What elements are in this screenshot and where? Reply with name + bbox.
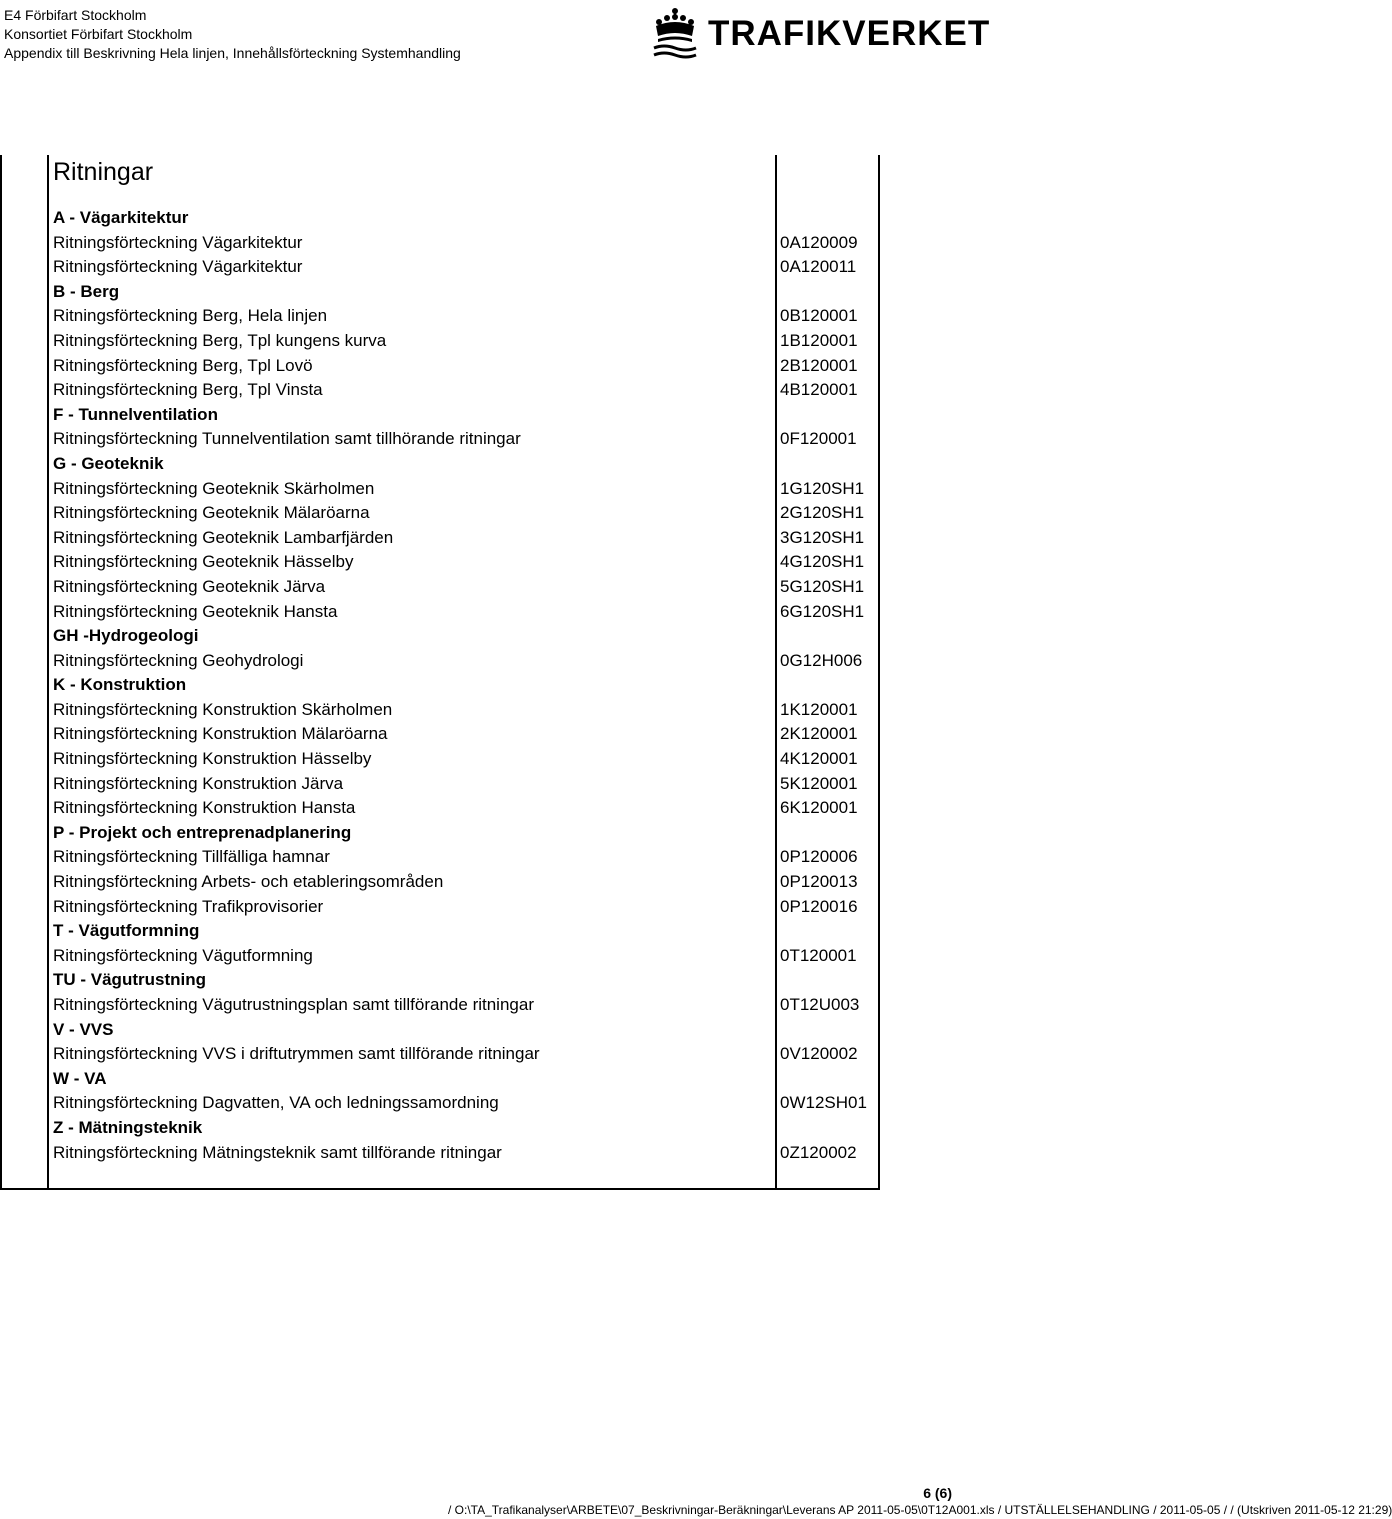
- drawing-code: 3G120SH1: [780, 527, 865, 547]
- drawing-code: 0P120006: [780, 847, 858, 867]
- drawing-code: 0G12H006: [780, 650, 863, 670]
- drawing-code: 0P120016: [780, 896, 858, 916]
- drawing-list-row: [0, 993, 960, 1018]
- drawing-description: Ritningsförteckning Geohydrologi: [53, 650, 304, 670]
- category-heading-row: [0, 452, 960, 477]
- category-heading-row: [0, 673, 960, 698]
- drawing-description: Ritningsförteckning Geoteknik Hansta: [53, 601, 338, 621]
- drawing-list-row: [0, 378, 960, 403]
- category-heading: B - Berg: [53, 281, 120, 301]
- category-heading-row: [0, 1067, 960, 1092]
- drawing-description: Ritningsförteckning Konstruktion Hässelby: [53, 749, 372, 769]
- category-heading-row: [0, 1018, 960, 1043]
- drawing-code: 0A120011: [780, 257, 857, 277]
- drawing-description: Ritningsförteckning Geoteknik Lambarfjärden: [53, 527, 394, 547]
- drawing-list-row: [0, 255, 960, 280]
- drawing-list-row: [0, 944, 960, 969]
- category-heading-row: [0, 1116, 960, 1141]
- drawing-code: 0T12U003: [780, 995, 860, 1014]
- drawing-list-row: [0, 698, 960, 723]
- category-heading: T - Vägutformning: [53, 921, 200, 941]
- drawing-description: Ritningsförteckning Tillfälliga hamnar: [53, 847, 330, 867]
- drawing-list-row: [0, 600, 960, 625]
- drawing-code: 0B120001: [780, 306, 858, 326]
- section-title: Ritningar: [53, 158, 154, 186]
- drawing-list-row: [0, 1042, 960, 1067]
- drawing-description: Ritningsförteckning Berg, Tpl Vinsta: [53, 380, 323, 400]
- category-heading: TU - Vägutrustning: [53, 970, 206, 990]
- drawing-list-row: [0, 550, 960, 575]
- drawing-description: Ritningsförteckning Konstruktion Skärholmen: [53, 699, 393, 719]
- category-heading-row: [0, 403, 960, 428]
- drawing-description: Ritningsförteckning Geoteknik Hässelby: [53, 552, 354, 572]
- category-heading-row: [0, 968, 960, 993]
- drawing-code: 5K120001: [780, 773, 858, 793]
- header-document-title: Appendix till Beskrivning Hela linjen, Innehållsförteckning Systemhandling: [4, 45, 461, 61]
- drawing-code: 2K120001: [780, 724, 858, 744]
- drawing-description: Ritningsförteckning Arbets- och etableringsområden: [53, 872, 444, 892]
- drawing-list-row: [0, 329, 960, 354]
- drawing-list-row: [0, 231, 960, 256]
- drawing-list-row: [0, 722, 960, 747]
- drawing-list-row: [0, 477, 960, 502]
- drawing-description: Ritningsförteckning Berg, Tpl Lovö: [53, 355, 313, 375]
- drawing-description: Ritningsförteckning Dagvatten, VA och ledningssamordning: [53, 1093, 499, 1113]
- drawing-description: Ritningsförteckning Vägutformning: [53, 945, 313, 965]
- category-heading-row: [0, 280, 960, 305]
- drawing-description: Ritningsförteckning Berg, Hela linjen: [53, 306, 328, 326]
- drawing-description: Ritningsförteckning VVS i driftutrymmen samt tillförande ritningar: [53, 1044, 540, 1064]
- drawing-list-row: [0, 1091, 960, 1116]
- drawing-code: 1B120001: [780, 330, 858, 350]
- drawing-list-row: [0, 1141, 960, 1166]
- drawing-code: 4G120SH1: [780, 552, 865, 572]
- category-heading: GH -Hydrogeologi: [53, 626, 199, 646]
- drawing-description: Ritningsförteckning Vägarkitektur: [53, 232, 303, 252]
- header-project: E4 Förbifart Stockholm: [4, 7, 147, 23]
- drawing-code: 0A120009: [780, 232, 858, 252]
- drawing-description: Ritningsförteckning Vägarkitektur: [53, 257, 303, 277]
- drawing-list-row: [0, 895, 960, 920]
- category-heading: K - Konstruktion: [53, 675, 187, 695]
- page-number: 6 (6): [923, 1485, 952, 1501]
- drawing-description: Ritningsförteckning Geoteknik Järva: [53, 576, 326, 596]
- drawing-list-row: [0, 845, 960, 870]
- category-heading: V - VVS: [53, 1019, 114, 1039]
- category-heading-row: [0, 624, 960, 649]
- crown-icon: [650, 6, 700, 62]
- category-heading: Z - Mätningsteknik: [53, 1117, 203, 1137]
- drawing-list-row: [0, 870, 960, 895]
- drawing-list-row: [0, 796, 960, 821]
- drawing-description: Ritningsförteckning Berg, Tpl kungens kurva: [53, 330, 387, 350]
- drawing-list-row: [0, 747, 960, 772]
- category-heading: A - Vägarkitektur: [53, 208, 189, 227]
- drawing-list-row: [0, 427, 960, 452]
- drawing-list: [0, 206, 960, 1165]
- drawing-code: 4B120001: [780, 380, 858, 400]
- drawing-code: 0T120001: [780, 945, 857, 965]
- category-heading-row: [0, 919, 960, 944]
- drawing-code: 1K120001: [780, 699, 858, 719]
- category-heading: F - Tunnelventilation: [53, 404, 218, 424]
- logo-wordmark: TRAFIKVERKET: [708, 14, 991, 53]
- drawing-list-row: [0, 526, 960, 551]
- page-header: [4, 6, 461, 63]
- drawing-list-row: [0, 501, 960, 526]
- drawing-description: Ritningsförteckning Konstruktion Mälaröarna: [53, 724, 388, 744]
- drawing-description: Ritningsförteckning Mätningsteknik samt tillförande ritningar: [53, 1142, 502, 1162]
- drawing-description: Ritningsförteckning Konstruktion Hansta: [53, 798, 356, 818]
- drawing-description: Ritningsförteckning Geoteknik Skärholmen: [53, 478, 375, 498]
- header-consortium: Konsortiet Förbifart Stockholm: [4, 26, 193, 42]
- category-heading-row: [0, 206, 960, 231]
- trafikverket-logo: [650, 2, 991, 62]
- drawing-list-row: [0, 649, 960, 674]
- drawing-code: 0F120001: [780, 429, 857, 449]
- drawing-list-row: [0, 304, 960, 329]
- drawing-code: 0W12SH01: [780, 1093, 867, 1113]
- file-path-footer: / O:\TA_Trafikanalyser\ARBETE\07_Beskrivningar-Beräkningar\Leverans AP 2011-05-05\0T12A001.xls / UTSTÄLLELSEHANDLING / 2011-05-05 / / (Utskriven 2011-05-12 21:29): [448, 1503, 1392, 1517]
- category-heading: G - Geoteknik: [53, 453, 164, 473]
- drawing-code: 4K120001: [780, 749, 858, 769]
- drawing-code: 0P120013: [780, 872, 858, 892]
- table-border-bottom: [0, 1188, 880, 1190]
- drawing-list-row: [0, 772, 960, 797]
- drawing-description: Ritningsförteckning Trafikprovisorier: [53, 896, 324, 916]
- drawing-code: 0Z120002: [780, 1142, 857, 1162]
- category-heading: W - VA: [53, 1068, 107, 1088]
- drawing-code: 0V120002: [780, 1044, 858, 1064]
- drawing-description: Ritningsförteckning Vägutrustningsplan samt tillförande ritningar: [53, 995, 534, 1014]
- drawing-description: Ritningsförteckning Tunnelventilation samt tillhörande ritningar: [53, 429, 521, 449]
- drawing-list-row: [0, 575, 960, 600]
- drawing-code: 5G120SH1: [780, 576, 865, 596]
- drawing-code: 1G120SH1: [780, 478, 865, 498]
- drawing-code: 6K120001: [780, 798, 858, 818]
- drawing-description: Ritningsförteckning Geoteknik Mälaröarna: [53, 503, 370, 523]
- category-heading: P - Projekt och entreprenadplanering: [53, 822, 352, 842]
- drawing-list-row: [0, 354, 960, 379]
- drawing-code: 2G120SH1: [780, 503, 865, 523]
- category-heading-row: [0, 821, 960, 846]
- drawing-code: 2B120001: [780, 355, 858, 375]
- drawing-code: 6G120SH1: [780, 601, 865, 621]
- drawing-description: Ritningsförteckning Konstruktion Järva: [53, 773, 344, 793]
